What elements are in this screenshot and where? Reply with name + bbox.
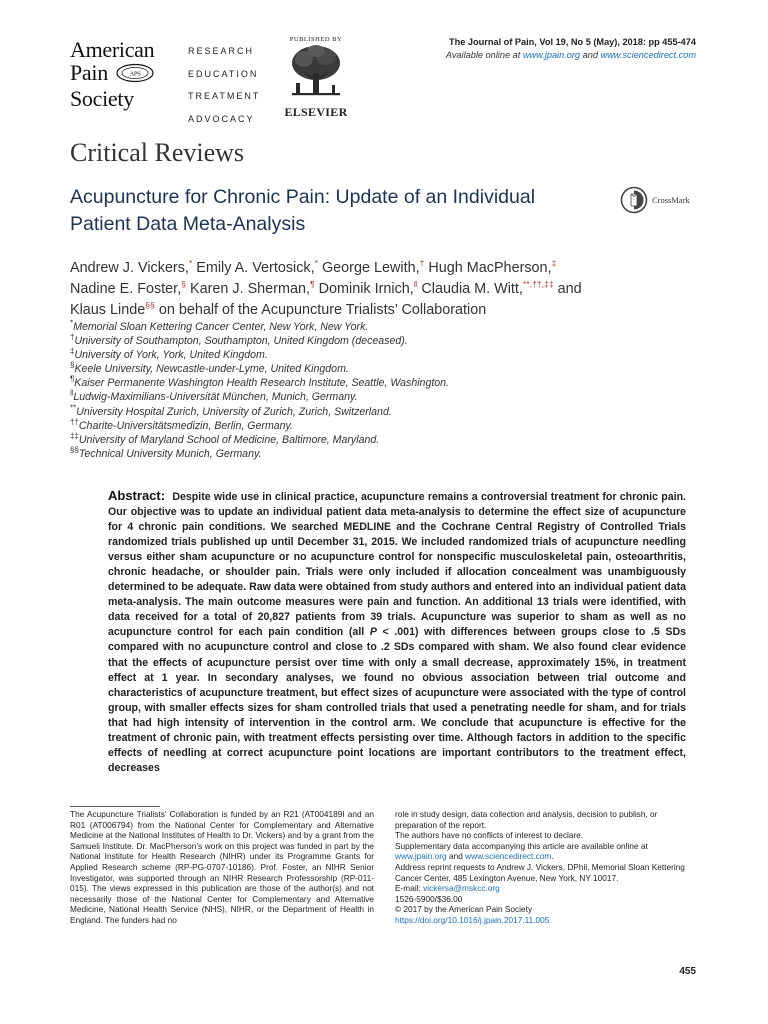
author-sherman: Karen J. Sherman, <box>189 281 310 297</box>
affiliation-item: ‡‡University of Maryland School of Medicine, Baltimore, Maryland. <box>70 431 380 446</box>
abstract-label: Abstract: <box>108 488 166 503</box>
aps-logo <box>70 38 170 110</box>
author-linde: Klaus Linde <box>70 302 146 318</box>
author-mark: § <box>181 279 186 290</box>
supplementary-jpain-link[interactable]: www.jpain.org <box>395 851 447 862</box>
article-title-line-1: Acupuncture for Chronic Pain: Update of an Individual <box>70 186 536 208</box>
affiliation-item: ¶Kaiser Permanente Washington Health Research Institute, Seattle, Washington. <box>70 374 450 390</box>
affiliation-item: †University of Southampton, Southampton, United Kingdom (deceased). <box>70 332 408 348</box>
author-mark: † <box>419 258 425 269</box>
affiliation-item: *Memorial Sloan Kettering Cancer Center, New York, New York. <box>70 318 369 333</box>
author-witt: Claudia M. Witt, <box>421 281 523 297</box>
author-irnich: Dominik Irnich, <box>318 281 414 297</box>
author-list <box>70 258 690 321</box>
author-vickers: Andrew J. Vickers, <box>70 260 189 276</box>
affiliation-item: ‖Ludwig-Maximilians-Universität München, Munich, Germany. <box>70 388 358 404</box>
issn-price: 1526-5900/$36.00 <box>395 893 463 904</box>
copyright: © 2017 by the American Pain Society <box>395 904 533 915</box>
author-mark: §§ <box>145 300 155 311</box>
author-macpherson: Hugh MacPherson, <box>428 260 552 276</box>
crossmark-icon <box>620 186 648 214</box>
funding-footnote: The Acupuncture Trialists’ Collaboration is funded by an R21 (AT004189I and an R01 (AT006794) from the National Center for Complementary and Alternative Medicine at the National Institutes of Health to Dr. Vickers) and by a grant from the Samueli Institute. Dr. MacPherson’s work on this project was funded in part by the National Institute for Health Research (NIHR) under its Programme Grants for Applied Research scheme (RP-PG-0707-10186). Prof. Foster, an NIHR Senior Investigator, was supported through an NIHR Research Professorship (RP-011-015). The views expressed in this publication are those of the author(s) and not necessarily those of the National Center for Complementary and Alternative Medicine, National Health Service (NHS), NIHR, or the Department of Health in England. The funders had no <box>70 809 374 925</box>
aps-logo-line-1: American <box>70 37 155 62</box>
author-vertosick: Emily A. Vertosick, <box>196 260 315 276</box>
published-by-label: PUBLISHED BY <box>289 36 343 43</box>
affiliation-item: **University Hospital Zurich, University of Zurich, Zurich, Switzerland. <box>70 403 392 418</box>
abstract-text-part-1: Despite wide use in clinical practice, acupuncture remains a controversial treatment for chronic pain. Our objective was to update an individual patient data meta-analysis to determine the effect size of acupuncture for 4 chronic pain conditions. We searched MEDLINE and the Cochrane Central Registry of Controlled Trials randomized trials published up until December 31, 2015. We included randomized trials of acupuncture needling versus either sham acupuncture or no acupuncture control for nonspecific musculoskeletal pain, osteoarthritis, chronic headache, or shoulder pain. Trials were only included if allocation concealment was unambiguously determined to be adequate. Raw data were obtained from study authors and entered into an individual patient data meta-analysis. The main outcome measures were pain and function. An additional 13 trials were identified, with data received for a total of 20,827 patients from 39 trials. Acupuncture was superior to sham as well as no acupuncture control for each pain condition (all <box>108 491 686 639</box>
author-mark: * <box>188 258 193 269</box>
tagline-treatment: TREATMENT <box>188 91 261 101</box>
supplementary-note: Supplementary data accompanying this article are available online at www.jpain.org and www.sciencedirect.com. <box>395 840 648 862</box>
section-title: Critical Reviews <box>70 138 245 167</box>
tagline-advocacy: ADVOCACY <box>188 113 255 124</box>
aps-seal-text: APS <box>129 70 141 78</box>
page-number: 455 <box>679 966 696 977</box>
author-mark: ‡ <box>551 258 557 269</box>
article-title-line-2: Patient Data Meta-Analysis <box>70 213 306 235</box>
affiliation-item: §§Technical University Munich, Germany. <box>70 445 262 460</box>
abstract <box>108 488 686 776</box>
aps-logo-line-2: Pain <box>70 60 108 85</box>
reprint-email: E-mail: vickersa@mskcc.org <box>395 883 500 894</box>
supplementary-sciencedirect-link[interactable]: www.sciencedirect.com <box>465 851 552 862</box>
author-conjunction: and <box>557 281 582 297</box>
funding-role-note: role in study design, data collection and analysis, decision to publish, or preparation of the report. <box>395 809 658 830</box>
author-mark: ‖ <box>413 279 418 290</box>
conflict-statement: The authors have no conflicts of interest to declare. <box>395 830 584 841</box>
doi-link[interactable]: https://doi.org/10.1016/j.jpain.2017.11.005 <box>395 914 550 925</box>
author-mark: ¶ <box>309 279 315 290</box>
tagline-research: RESEARCH <box>188 46 255 56</box>
reprint-address: Address reprint requests to Andrew J. Vickers, DPhil, Memorial Sloan Kettering Cancer Center, 485 Lexington Avenue, New York, NY 10017. <box>395 861 685 883</box>
elsevier-logo <box>283 36 349 120</box>
journal-citation: The Journal of Pain, Vol 19, No 5 (May), 2018: pp 455-474 <box>449 37 696 47</box>
society-tagline <box>188 40 260 130</box>
affiliation-item: §Keele University, Newcastle-under-Lyme, United Kingdom. <box>70 360 349 376</box>
author-foster: Nadine E. Foster, <box>70 281 182 297</box>
elsevier-wordmark: ELSEVIER <box>284 105 348 119</box>
article-title <box>70 184 630 238</box>
abstract-text-part-2: < .001) with differences between groups close to .5 SDs compared with no acupuncture control and close to .2 SDs compared with sham. We also found clear evidence that the effects of acupuncture persist over time with only a small decrease, approximately 15%, in treatment effect at 1 year. In secondary analyses, we found no obvious association between trial outcome and characteristics of acupuncture treatment, but effect sizes of acupuncture were associated with the type of control group, with smaller effects sizes for sham controlled trials that used a penetrating needle for sham, and for trials that had high intensity of intervention in the control arm. We conclude that acupuncture is effective for the treatment of chronic pain, with treatment effects persisting over time. Although factors in addition to the specific effects of needling at correct acupuncture point locations are important contributors to the treatment effect, decreases <box>108 626 686 774</box>
author-mark: * <box>314 258 318 269</box>
affiliation-item: ‡University of York, York, United Kingdom. <box>70 346 268 362</box>
email-link[interactable]: vickersa@mskcc.org <box>423 883 500 894</box>
abstract-p-symbol: P <box>369 626 377 639</box>
crossmark-badge[interactable] <box>620 186 690 214</box>
elsevier-tree-icon <box>286 43 346 99</box>
crossmark-label: CrossMark <box>652 195 690 205</box>
affiliation-list <box>70 320 449 461</box>
author-lewith: George Lewith, <box>321 260 420 276</box>
aps-logo-line-3: Society <box>70 85 134 111</box>
article-footnotes <box>395 809 700 926</box>
aps-seal-icon <box>115 63 155 87</box>
journal-citation-block <box>446 36 696 62</box>
author-mark: **,††,‡‡ <box>522 279 554 290</box>
jpain-link[interactable]: www.jpain.org <box>522 50 581 60</box>
footnote-divider <box>70 806 160 807</box>
available-online: Available online at www.jpain.org and www.sciencedirect.com <box>445 50 696 60</box>
affiliation-item: ††Charite-Universitätsmedizin, Berlin, Germany. <box>70 417 294 432</box>
tagline-education: EDUCATION <box>188 68 259 79</box>
collaboration-note: on behalf of the Acupuncture Trialists’ Collaboration <box>158 302 487 318</box>
sciencedirect-link[interactable]: www.sciencedirect.com <box>600 50 696 60</box>
